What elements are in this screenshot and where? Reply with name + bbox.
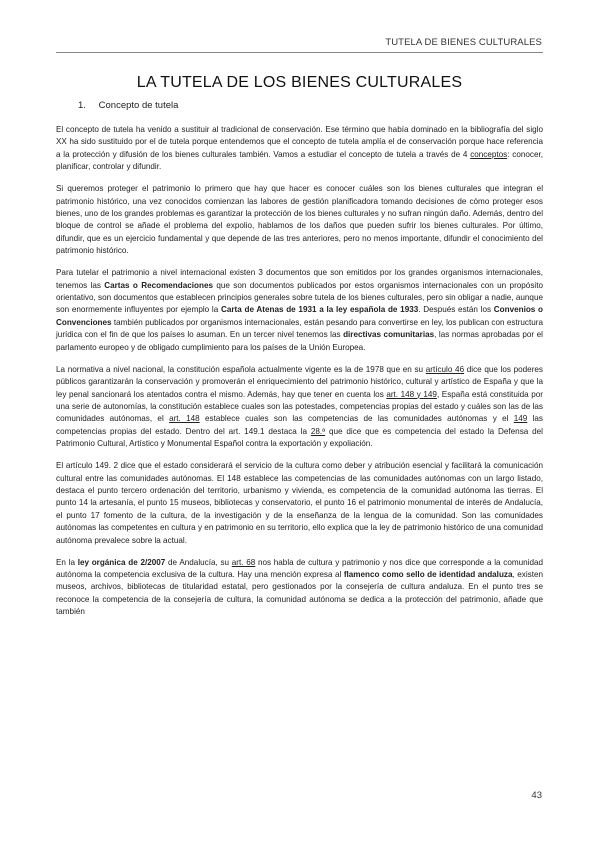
running-header: TUTELA DE BIENES CULTURALES [385, 37, 542, 48]
bold-text: Convenios o Convenciones [56, 305, 544, 327]
text: El artículo 149. 2 dice que el estado considerará el servicio de la cultura como deber y atribución esencial y facilitará la comunicación cultural entre las comunidades autónomas. El 148 establece las competencias de las comunidades autónomas con un largo listado, destaca el punto tercero ordenación del territorio, urbanismo y vivienda, es competencia de la comunidad autónoma las tierras. El punto 14 la artesanía, el punto 15 museos, bibliotecas y conservatorio, el punto 16 el patrimonio monumental de interés de Andalucía, el punto 17 fomento de la cultura, de la investigación y de la enseñanza de la lengua de la comunidad. Son las comunidades autónomas las competentes en cultura y en patrimonio en su territorio, ello explica que la ley de patrimonio histórico de una comunidad autónoma prevalece sobre la actual. [56, 461, 543, 545]
underlined-text: artículo 46 [425, 364, 465, 374]
text: de Andalucía, su [165, 557, 232, 567]
text: , las normas aprobadas por el parlamento europeo y de obligado cumplimiento para los países de la Unión Europea. [56, 330, 543, 352]
paragraph-3 [56, 267, 543, 354]
text: que son documentos publicados por estos organismos internacionales con un propósito orientativo, son documentos que establecen principios generales sobre tutela de los bienes culturales, pero sin obligar a nadie, aunque son enormemente influyentes por ejemplo la [56, 280, 543, 315]
bold-text: Cartas o Recomendaciones [104, 280, 213, 290]
paragraph-6 [56, 557, 543, 619]
bold-text: flamenco como sello de identidad andaluza [343, 569, 513, 579]
text: El concepto de tutela ha venido a sustituir al tradicional de conservación. Ese término que había dominado en la bibliografía del siglo XX ha sido sustituido por el de tutela porque entendemos que el concepto de tutela amplía el de conservación porque hace referencia a la protección y difusión de los bienes culturales también. Vamos a estudiar el concepto de tutela a través de 4 [56, 125, 543, 159]
section-heading [78, 100, 178, 111]
bold-text: Carta de Atenas de 1931 a la ley española de 1933 [220, 305, 419, 315]
bold-text: directivas comunitarias [343, 330, 435, 340]
underlined-text: 149 [513, 414, 528, 424]
text: . Después están los [418, 305, 494, 315]
underlined-text: art. 68 [231, 557, 256, 567]
text: también publicados por organismos internacionales, están pesando para convertirse en ley, los publican con estructura jurídica con el fin de que los países lo asuman. En un tercer nivel tenemos las [56, 317, 543, 340]
text: establece cuales son las competencias de las comunidades autónomas y el [199, 414, 514, 424]
paragraph-5 [56, 460, 543, 547]
bold-text: ley orgánica de 2/2007 [77, 557, 166, 567]
text: La normativa a nivel nacional, la constitución española actualmente vigente es la de 1978 que en su [56, 364, 426, 374]
text: En la [56, 557, 78, 567]
paragraph-1 [56, 124, 543, 174]
text: Para tutelar el patrimonio a nivel internacional existen 3 documentos que son emitidos por los grandes organismos internacionales, tenemos las [56, 268, 543, 290]
text: , existen museos, archivos, bibliotecas de titularidad estatal, pero gestionados por la consejería de cultura andaluza. En el punto tres se reconoce la competencia de la consejería de cultura, la comunidad autónoma se dedica a la protección del patrimonio, añade que también [56, 569, 543, 617]
header-rule [56, 52, 543, 53]
text: que dice que es competencia del estado la Defensa del Patrimonio Cultural, Artístico y Monumental Español contra la exportación y expoliación. [56, 426, 543, 449]
page-number: 43 [531, 790, 542, 801]
text: Si queremos proteger el patrimonio lo primero que hay que hacer es conocer cuáles son los bienes culturales que integran el patrimonio histórico, una vez conocidos comienzan las labores de gestión planificadora tomando decisiones de cómo proteger esos bienes, uno de los grandes problemas es garantizar la protección de los bienes culturales y no sufran ningún daño. Además, dentro del bloque de control se añade el problema del expolio, hablamos de los daños que pueden sufrir los bienes culturales. Por último, difundir, que es un ejercicio fundamental y que depende de las tres anteriores, pero no menos importante, difundir el conocimiento del patrimonio histórico. [56, 184, 543, 256]
section-number: 1. [78, 100, 86, 111]
underlined-text: 28.ª [310, 426, 326, 436]
paragraph-2 [56, 183, 543, 257]
section-label: Concepto de tutela [98, 100, 179, 111]
underlined-text: art. 148 [169, 414, 200, 424]
document-body [56, 124, 543, 628]
text: , España está constituida por una serie de autonomías, la constitución establece cuales son las potestades, competencias propias del estado y cuáles son las de las comunidades autónomas, el [56, 389, 543, 424]
text: nos habla de cultura y patrimonio y nos dice que corresponde a la comunidad autónoma la competencia exclusiva de la cultura. Hay una mención expresa al [56, 557, 543, 579]
underlined-text: art. 148 y 149 [386, 389, 437, 399]
text: : conocer, planificar, controlar y difundir. [56, 149, 543, 172]
paragraph-4 [56, 364, 543, 451]
text: dice que los poderes públicos garantizarán la conservación y promoverán el enriquecimiento del patrimonio histórico, cultural y artístico de España y que la ley penal sancionará los atentados contra el mismo. Además, hay que tener en cuenta los [56, 364, 543, 399]
link-text: conceptos [470, 149, 508, 159]
page-title: LA TUTELA DE LOS BIENES CULTURALES [136, 74, 463, 91]
text: las competencias propias del estado. Dentro del art. 149.1 destaca la [56, 414, 543, 436]
